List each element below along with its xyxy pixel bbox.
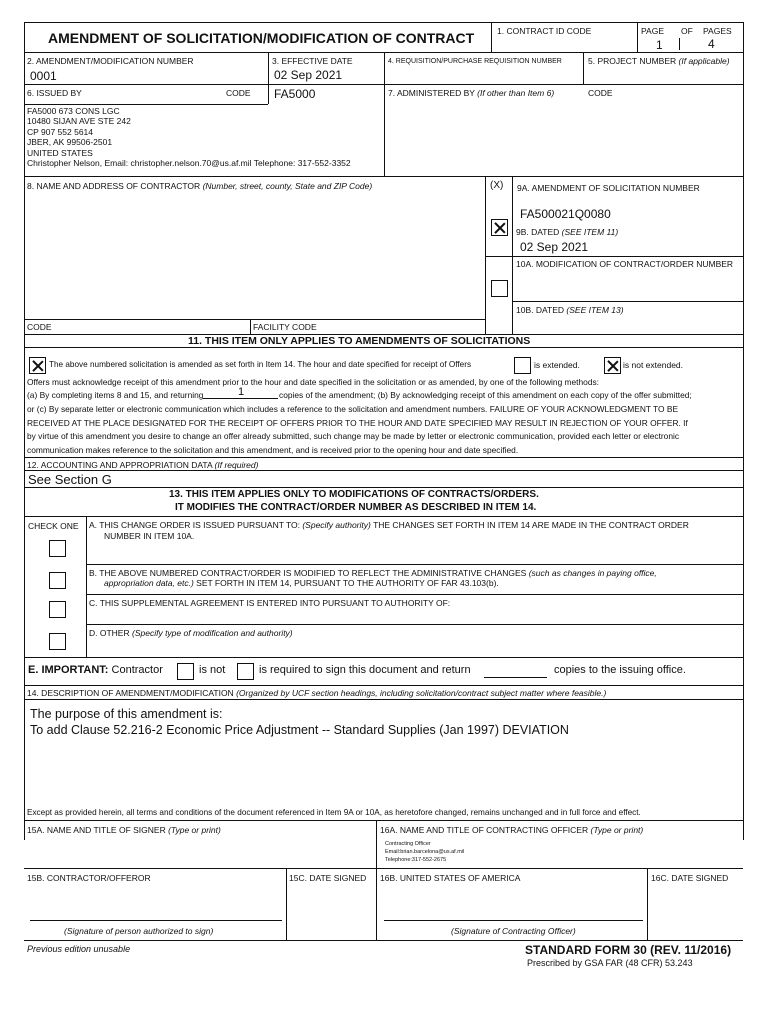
item-14-text: To add Clause 52.216-2 Economic Price Adjustment -- Standard Supplies (Jan 1997) DEVIATION — [30, 723, 569, 737]
form-title: AMENDMENT OF SOLICITATION/MODIFICATION OF CONTRACT — [48, 30, 475, 46]
item-11-line: RECEIVED AT THE PLACE DESIGNATED FOR THE RECEIPT OF OFFERS PRIOR TO THE HOUR AND DATE SPECIFIED MAY RESULT IN REJECTION OF YOUR OFFER. If — [27, 418, 688, 428]
divider — [24, 104, 268, 105]
pages-label: PAGES — [703, 26, 732, 36]
form-left-border — [24, 22, 25, 840]
divider — [485, 176, 486, 334]
divider — [485, 256, 743, 257]
item-11-heading: 11. THIS ITEM ONLY APPLIES TO AMENDMENTS OF SOLICITATIONS — [188, 335, 531, 347]
issuer-contact-line: Christopher Nelson, Email: christopher.nelson.70@us.af.mil Telephone: 317-552-3352 — [27, 158, 351, 168]
divider — [24, 319, 485, 320]
dated-10b-label: 10B. DATED (SEE ITEM 13) — [516, 305, 624, 315]
divider — [384, 52, 385, 176]
checkbox-9a-checked[interactable] — [491, 219, 508, 236]
item-13d-text: D. OTHER (Specify type of modification and authority) — [89, 628, 293, 638]
signer-label: 15A. NAME AND TITLE OF SIGNER (Type or print) — [27, 825, 221, 835]
prescribed-by: Prescribed by GSA FAR (48 CFR) 53.243 — [527, 958, 693, 968]
checkbox-10a[interactable] — [491, 280, 508, 297]
checkbox-13a[interactable] — [49, 540, 66, 557]
divider — [24, 699, 743, 700]
checkbox-is-required[interactable] — [237, 663, 254, 680]
signature-person-caption: (Signature of person authorized to sign) — [64, 926, 214, 936]
copies-value: 1 — [238, 386, 245, 398]
amendment-solicitation-label: 9A. AMENDMENT OF SOLICITATION NUMBER — [517, 183, 700, 193]
requisition-number-label: 4. REQUISITION/PURCHASE REQUISITION NUMBER — [388, 58, 562, 65]
page-number: 1 — [656, 38, 663, 52]
item-13a-text: A. THIS CHANGE ORDER IS ISSUED PURSUANT TO: (Specify authority) THE CHANGES SET FORTH IN ITEM 14 ARE MADE IN THE CONTRACT ORDER — [89, 520, 689, 530]
item-12-value: See Section G — [28, 472, 112, 487]
divider — [583, 52, 584, 84]
item-11-line: Offers must acknowledge receipt of this amendment prior to the hour and date specified in the solicitation or as amended, by one of the following methods: — [27, 377, 599, 387]
divider — [491, 22, 492, 52]
divider — [647, 868, 648, 940]
item-13-heading: 13. THIS ITEM APPLIES ONLY TO MODIFICATIONS OF CONTRACTS/ORDERS. — [169, 489, 539, 500]
divider — [24, 457, 743, 458]
checkbox-is-not[interactable] — [177, 663, 194, 680]
item-13b-text: B. THE ABOVE NUMBERED CONTRACT/ORDER IS MODIFIED TO REFLECT THE ADMINISTRATIVE CHANGES (such as changes in paying office, — [89, 568, 657, 578]
item-13b-text: appropriation data, etc.) SET FORTH IN ITEM 14, PURSUANT TO THE AUTHORITY OF FAR 43.103(b). — [104, 578, 499, 588]
not-extended-label: is not extended. — [623, 360, 684, 370]
check-one-label: CHECK ONE — [28, 521, 79, 531]
form-top-border — [24, 22, 743, 23]
signature-officer-caption: (Signature of Contracting Officer) — [451, 926, 576, 936]
divider — [86, 516, 87, 657]
except-statement: Except as provided herein, all terms and conditions of the document referenced in Item 9A or 10A, as heretofore changed, remains unchanged and in full force and effect. — [27, 808, 641, 817]
divider — [24, 347, 743, 348]
effective-date-value: 02 Sep 2021 — [274, 68, 343, 82]
officer-signature-line[interactable] — [384, 920, 643, 921]
divider — [86, 624, 743, 625]
is-required-label: is required to sign this document and return — [259, 664, 471, 676]
issuer-address-line: CP 907 552 5614 — [27, 127, 94, 137]
issuer-address-line: JBER, AK 99506-2501 — [27, 137, 113, 147]
item-11-line: communication makes reference to the solicitation and this amendment, and is received prior to the opening hour and date specified. — [27, 445, 519, 455]
copies-blank-underline[interactable] — [484, 677, 547, 678]
divider — [24, 820, 743, 821]
officer-line: Email:brian.barcelona@us.af.mil — [385, 849, 465, 855]
officer-line: Telephone:317-552-2675 — [385, 857, 447, 863]
important-line: E. IMPORTANT: Contractor — [28, 664, 163, 676]
divider — [512, 176, 513, 334]
item-11-line: copies of the amendment; (b) By acknowledging receipt of this amendment on each copy of the offer submitted; — [279, 390, 692, 400]
issued-by-code-value: FA5000 — [274, 87, 316, 101]
page-label: PAGE — [641, 26, 664, 36]
amendment-number-value: 0001 — [30, 69, 57, 83]
item-13-heading: IT MODIFIES THE CONTRACT/ORDER NUMBER AS DESCRIBED IN ITEM 14. — [175, 502, 537, 513]
pages-total: 4 — [708, 37, 715, 51]
contractor-signature-line[interactable] — [30, 920, 282, 921]
divider — [24, 940, 743, 941]
amendment-number-label: 2. AMENDMENT/MODIFICATION NUMBER — [27, 56, 194, 66]
is-not-label: is not — [199, 664, 226, 676]
issued-by-code-label: CODE — [226, 88, 251, 98]
effective-date-label: 3. EFFECTIVE DATE — [272, 56, 353, 66]
officer-label: 16A. NAME AND TITLE OF CONTRACTING OFFICER (Type or print) — [380, 825, 644, 835]
x-column-label: (X) — [490, 180, 504, 191]
dated-9b-value: 02 Sep 2021 — [520, 240, 589, 254]
previous-edition-note: Previous edition unusable — [27, 944, 131, 954]
item-14-text: The purpose of this amendment is: — [30, 707, 223, 721]
item-11-line: by virtue of this amendment you desire to change an offer already submitted, such change may be made by letter or electronic communication, provided each letter or electronic — [27, 431, 680, 441]
divider — [286, 868, 287, 940]
officer-line: Contracting Officer — [385, 841, 431, 847]
item-11-line: (a) By completing items 8 and 15, and returning — [27, 390, 204, 400]
dated-9b-label: 9B. DATED (SEE ITEM 11) — [516, 227, 619, 237]
facility-code-label: FACILITY CODE — [253, 322, 317, 332]
divider — [24, 487, 743, 488]
item-11-line: or (c) By separate letter or electronic communication which includes a reference to the solicitation and amendment numbers. FAILURE OF YOUR ACKNOWLEDGMENT TO BE — [27, 404, 679, 414]
divider — [268, 52, 269, 104]
divider — [376, 820, 377, 940]
divider — [512, 301, 743, 302]
divider — [637, 22, 638, 52]
checkbox-13b[interactable] — [49, 572, 66, 589]
contractor-offeror-label: 15B. CONTRACTOR/OFFEROR — [27, 873, 151, 883]
contract-id-label: 1. CONTRACT ID CODE — [497, 26, 592, 36]
copies-label: copies to the issuing office. — [554, 664, 686, 676]
checkbox-13c[interactable] — [49, 601, 66, 618]
item-14-label: 14. DESCRIPTION OF AMENDMENT/MODIFICATION (Organized by UCF section headings, including solicitation/contract subject matter where feasible.) — [27, 688, 607, 698]
issuer-address-line: FA5000 673 CONS LGC — [27, 106, 120, 116]
of-label: OF — [681, 26, 693, 36]
divider — [24, 685, 743, 686]
checkbox-is-extended[interactable] — [514, 357, 531, 374]
item-12-label: 12. ACCOUNTING AND APPROPRIATION DATA (If required) — [27, 460, 259, 470]
usa-label: 16B. UNITED STATES OF AMERICA — [380, 873, 521, 883]
issued-by-label: 6. ISSUED BY — [27, 88, 82, 98]
project-number-label: 5. PROJECT NUMBER (If applicable) — [588, 56, 730, 66]
divider — [24, 470, 743, 471]
date-signed-16c-label: 16C. DATE SIGNED — [651, 873, 729, 883]
amendment-solicitation-value: FA500021Q0080 — [520, 207, 611, 221]
checkbox-13d[interactable] — [49, 633, 66, 650]
divider — [24, 868, 743, 869]
is-extended-label: is extended. — [534, 360, 580, 370]
divider — [250, 319, 251, 334]
divider — [24, 657, 743, 658]
contractor-code-label: CODE — [27, 322, 52, 332]
divider — [24, 176, 743, 177]
checkbox-solicitation-amended[interactable] — [29, 357, 46, 374]
divider — [679, 38, 680, 50]
issuer-address-line: UNITED STATES — [27, 148, 93, 158]
form-right-border — [743, 22, 744, 840]
date-signed-15c-label: 15C. DATE SIGNED — [289, 873, 367, 883]
item-11-line: The above numbered solicitation is amended as set forth in Item 14. The hour and date specified for receipt of Offers — [49, 360, 472, 369]
administered-by-label: 7. ADMINISTERED BY (If other than Item 6) — [388, 88, 555, 98]
item-13c-text: C. THIS SUPPLEMENTAL AGREEMENT IS ENTERED INTO PURSUANT TO AUTHORITY OF: — [89, 598, 451, 608]
issuer-address-line: 10480 SIJAN AVE STE 242 — [27, 116, 131, 126]
contractor-label: 8. NAME AND ADDRESS OF CONTRACTOR (Number, street, county, State and ZIP Code) — [27, 181, 373, 191]
administered-code-label: CODE — [588, 88, 613, 98]
form-number: STANDARD FORM 30 (REV. 11/2016) — [525, 943, 732, 957]
divider — [24, 516, 743, 517]
divider — [86, 564, 743, 565]
divider — [86, 594, 743, 595]
modification-contract-label: 10A. MODIFICATION OF CONTRACT/ORDER NUMBER — [516, 259, 734, 269]
checkbox-not-extended[interactable] — [604, 357, 621, 374]
item-13a-text: NUMBER IN ITEM 10A. — [104, 531, 195, 541]
